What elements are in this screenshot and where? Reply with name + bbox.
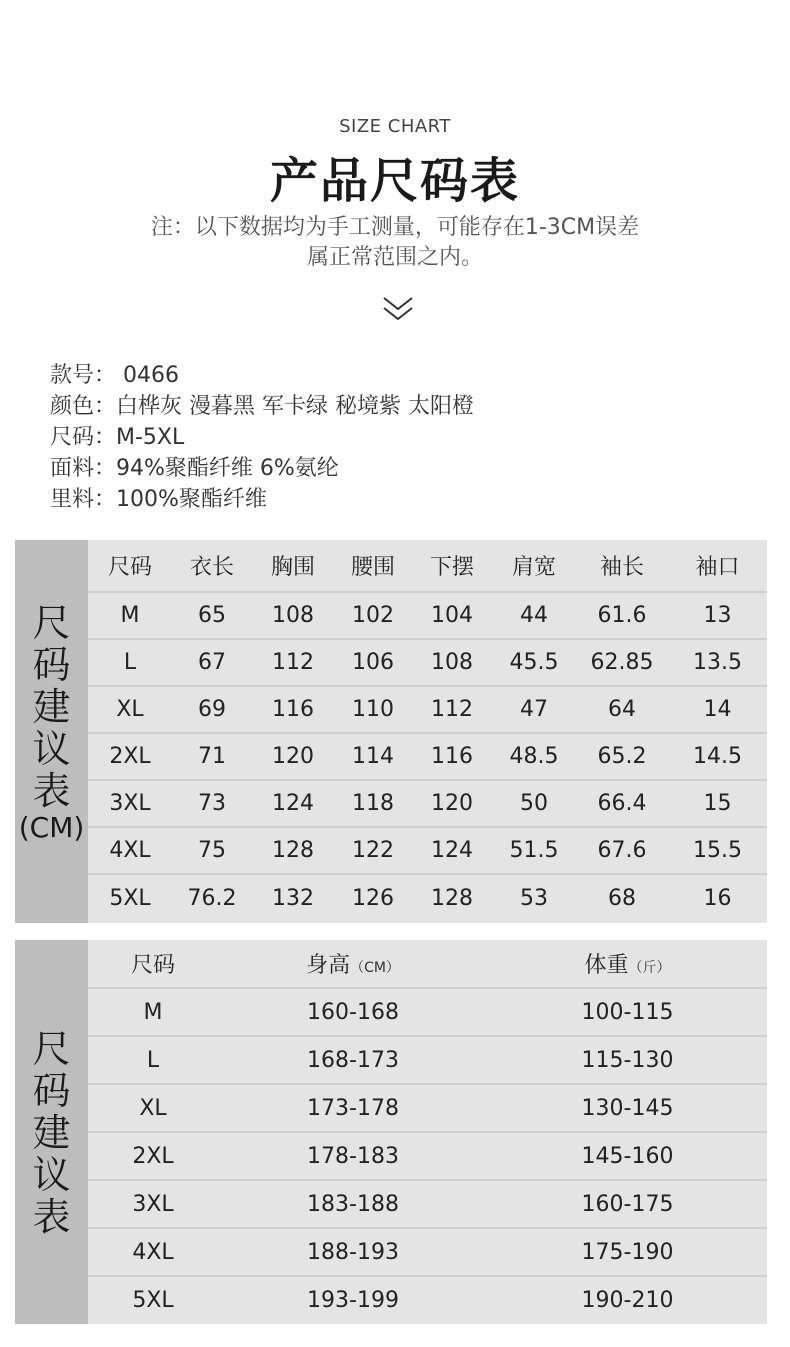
table-row <box>88 686 767 733</box>
double-chevron-down-icon <box>378 292 418 326</box>
table-cell: 47 <box>492 686 576 733</box>
column-header: 衣长 <box>172 540 252 592</box>
table-cell: 114 <box>334 733 412 780</box>
table-cell: 110 <box>334 686 412 733</box>
table-cell: 64 <box>576 686 668 733</box>
table-row <box>88 988 767 1036</box>
table-row <box>88 1276 767 1324</box>
column-header: 下摆 <box>412 540 492 592</box>
header-label: 身高 <box>306 953 351 978</box>
table-cell: 193-199 <box>307 1288 399 1313</box>
table-cell: 2XL <box>88 1132 218 1180</box>
table-cell: 67.6 <box>576 827 668 874</box>
side-label <box>15 1028 88 1238</box>
table-cell: 76.2 <box>187 886 237 911</box>
table-cell: 2XL <box>88 733 172 780</box>
table-cell: 128 <box>431 886 473 911</box>
table-row <box>88 874 767 922</box>
size-chart-subtitle: SIZE CHART <box>339 116 451 137</box>
side-label-bar <box>15 940 88 1324</box>
size-recommend-block <box>15 940 767 1324</box>
table-cell: 13.5 <box>668 639 767 686</box>
table-cell: 61.6 <box>576 592 668 639</box>
side-char: 议 <box>32 1153 71 1197</box>
note-line-1: 注：以下数据均为手工测量，可能存在1-3CM误差 <box>150 215 640 240</box>
table-cell: 4XL <box>88 827 172 874</box>
info-label: 颜色： <box>50 394 117 419</box>
table-cell: 15.5 <box>668 827 767 874</box>
info-label: 里料： <box>50 487 117 512</box>
side-char: 尺 <box>32 601 71 645</box>
info-value: M-5XL <box>116 425 185 450</box>
info-colors <box>50 391 474 422</box>
header-label: 体重 <box>584 953 629 978</box>
table-cell: 190-210 <box>581 1288 674 1313</box>
table-cell: 122 <box>334 827 412 874</box>
table-cell: 183-188 <box>218 1180 488 1228</box>
table-cell: 116 <box>412 733 492 780</box>
table-cell: 4XL <box>88 1228 218 1276</box>
table-cell: 108 <box>412 639 492 686</box>
info-label: 款号： <box>50 363 117 388</box>
table-cell: 73 <box>172 780 252 827</box>
table-row <box>88 592 767 639</box>
side-char: 建 <box>32 685 71 729</box>
side-char: 码 <box>32 643 71 687</box>
table-cell: 116 <box>252 686 334 733</box>
table-cell: 160-168 <box>218 988 488 1036</box>
table-cell: 14 <box>668 686 767 733</box>
table-cell: 115-130 <box>488 1036 767 1084</box>
note-line-2: 属正常范围之内。 <box>306 245 483 270</box>
column-header: 尺码 <box>88 540 172 592</box>
info-label: 尺码： <box>50 425 117 450</box>
side-char: 议 <box>32 727 71 771</box>
column-header: 袖口 <box>668 540 767 592</box>
table-cell: 173-178 <box>218 1084 488 1132</box>
table-header-row <box>88 540 767 592</box>
info-value: 100%聚酯纤维 <box>116 487 267 512</box>
table-cell: 102 <box>334 592 412 639</box>
table-cell: 130-145 <box>488 1084 767 1132</box>
table-row <box>88 1180 767 1228</box>
table-cell: 75 <box>172 827 252 874</box>
table-cell: 175-190 <box>488 1228 767 1276</box>
table-row <box>88 827 767 874</box>
side-char: 表 <box>32 1195 71 1239</box>
table-cell: 128 <box>252 827 334 874</box>
table-cell: 45.5 <box>492 639 576 686</box>
table-cell: 3XL <box>88 780 172 827</box>
table-row <box>88 1228 767 1276</box>
info-value: 94%聚酯纤维 6%氨纶 <box>116 456 339 481</box>
column-header: 腰围 <box>334 540 412 592</box>
table-cell: 16 <box>703 886 732 911</box>
table-cell: 188-193 <box>218 1228 488 1276</box>
table-cell: 106 <box>334 639 412 686</box>
column-header <box>488 940 767 988</box>
header-unit: （CM） <box>350 960 400 976</box>
table-cell: 112 <box>412 686 492 733</box>
table-cell: 48.5 <box>492 733 576 780</box>
side-unit: (CM) <box>18 811 85 844</box>
table-row <box>88 733 767 780</box>
column-header: 肩宽 <box>492 540 576 592</box>
table-cell: L <box>88 639 172 686</box>
table-cell: 3XL <box>88 1180 218 1228</box>
side-label-bar <box>15 540 88 923</box>
info-value: 白桦灰 漫暮黑 军卡绿 秘境紫 太阳橙 <box>116 394 474 419</box>
column-header <box>218 940 488 988</box>
table-row <box>88 780 767 827</box>
table-cell: 120 <box>412 780 492 827</box>
table-cell: 160-175 <box>488 1180 767 1228</box>
header-label: 尺码 <box>130 953 175 978</box>
table-cell: M <box>88 592 172 639</box>
table-cell: 66.4 <box>576 780 668 827</box>
info-style-number <box>50 360 474 391</box>
column-header: 袖长 <box>576 540 668 592</box>
product-info <box>50 360 474 515</box>
table-cell: 69 <box>172 686 252 733</box>
table-cell: 13 <box>668 592 767 639</box>
info-sizes <box>50 422 474 453</box>
table-cell: 126 <box>352 886 394 911</box>
table-cell: 112 <box>252 639 334 686</box>
table-row <box>88 1132 767 1180</box>
info-value: 0466 <box>116 363 179 388</box>
table-cell: 168-173 <box>218 1036 488 1084</box>
table-cell: 124 <box>412 827 492 874</box>
table-cell: 53 <box>520 886 548 911</box>
table-cell: 67 <box>172 639 252 686</box>
table-cell: 5XL <box>132 1288 174 1313</box>
column-header: 胸围 <box>252 540 334 592</box>
measurement-note <box>0 213 790 273</box>
table-cell: 178-183 <box>218 1132 488 1180</box>
table-cell: 50 <box>492 780 576 827</box>
side-label <box>15 602 88 844</box>
side-char: 表 <box>32 769 71 813</box>
table-header-row <box>88 940 767 988</box>
table-row <box>88 1036 767 1084</box>
side-char: 尺 <box>32 1027 71 1071</box>
table-cell: 5XL <box>109 886 151 911</box>
table-cell: L <box>88 1036 218 1084</box>
table-cell: XL <box>88 686 172 733</box>
info-label: 面料： <box>50 456 117 481</box>
table-cell: 145-160 <box>488 1132 767 1180</box>
table-cell: 44 <box>492 592 576 639</box>
table-row <box>88 639 767 686</box>
table-cell: 51.5 <box>492 827 576 874</box>
table-cell: 62.85 <box>576 639 668 686</box>
table-cell: 100-115 <box>488 988 767 1036</box>
table-cell: 124 <box>252 780 334 827</box>
table-cell: 65 <box>172 592 252 639</box>
table-cell: 108 <box>252 592 334 639</box>
info-lining <box>50 484 474 515</box>
table-cell: 68 <box>608 886 636 911</box>
table-row <box>88 1084 767 1132</box>
table-cell: 120 <box>252 733 334 780</box>
size-measurement-table <box>88 540 767 922</box>
table-cell: XL <box>88 1084 218 1132</box>
table-cell: 118 <box>334 780 412 827</box>
info-fabric <box>50 453 474 484</box>
size-measurement-block <box>15 540 767 923</box>
table-cell: 14.5 <box>668 733 767 780</box>
size-recommend-table <box>88 940 767 1324</box>
table-cell: 71 <box>172 733 252 780</box>
header-unit: （斤） <box>628 960 671 976</box>
side-char: 建 <box>32 1111 71 1155</box>
side-char: 码 <box>32 1069 71 1113</box>
column-header <box>88 940 218 988</box>
table-cell: M <box>88 988 218 1036</box>
table-cell: 132 <box>272 886 314 911</box>
page-title: 产品尺码表 <box>269 153 520 209</box>
table-cell: 104 <box>412 592 492 639</box>
table-cell: 65.2 <box>576 733 668 780</box>
table-cell: 15 <box>668 780 767 827</box>
